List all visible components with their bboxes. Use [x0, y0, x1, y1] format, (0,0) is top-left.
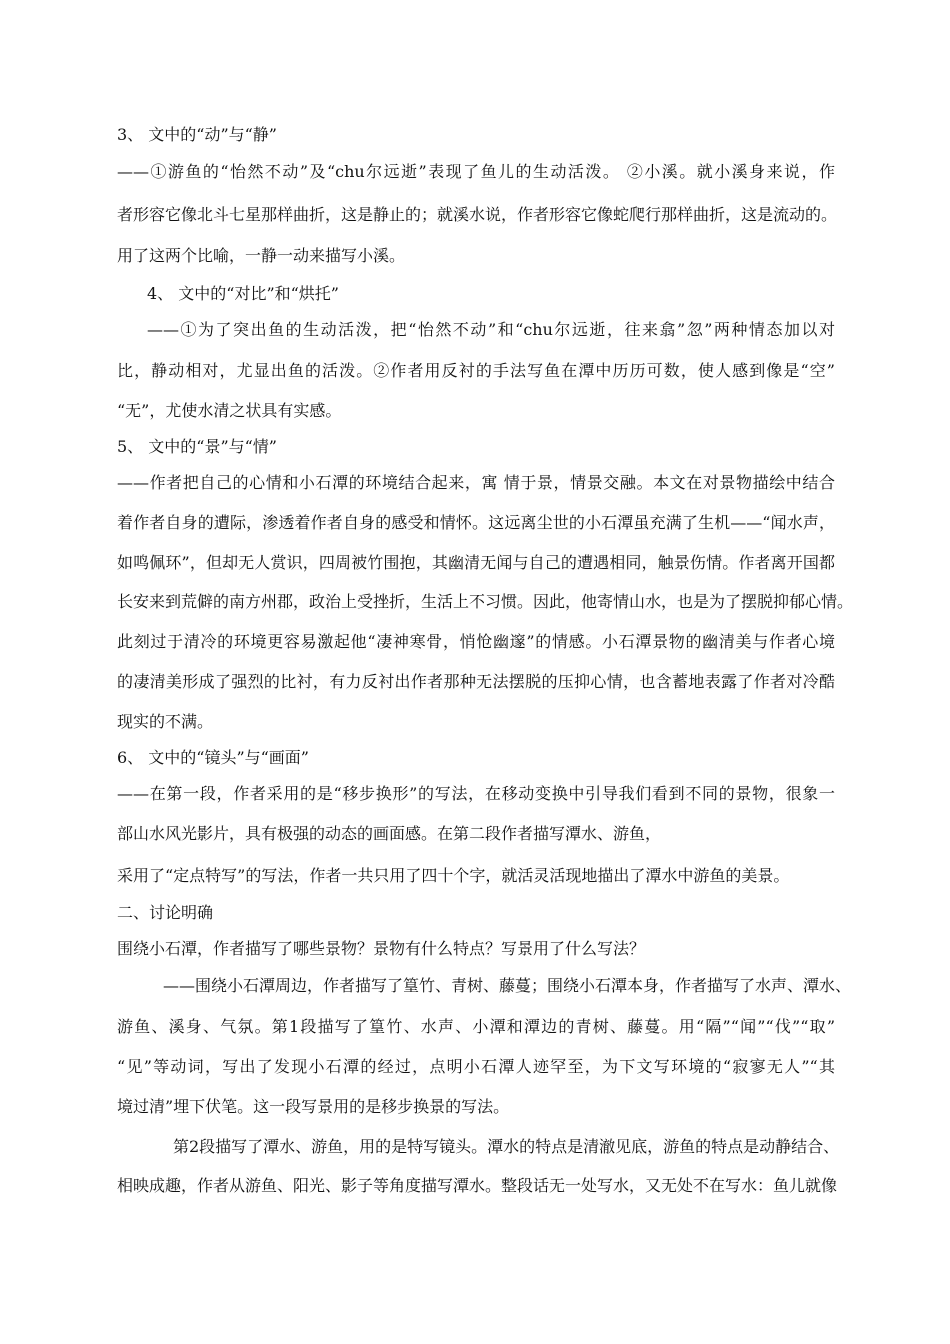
heading-3: 3、 文中的“动”与“静”: [117, 125, 277, 144]
question-line: 围绕小石潭，作者描写了哪些景物？景物有什么特点？写景用了什么写法？: [117, 939, 646, 958]
paragraph-line: 比，静动相对，尤显出鱼的活泼。②作者用反衬的手法写鱼在潭中历历可数，使人感到像是“空”: [117, 361, 835, 380]
paragraph-line: 第2段描写了潭水、游鱼，用的是特写镜头。潭水的特点是清澈见底，游鱼的特点是动静结合、: [173, 1137, 840, 1156]
paragraph-line: 长安来到荒僻的南方州郡，政治上受挫折，生活上不习惯。因此，他寄情山水，也是为了摆脱抑郁心情。: [117, 592, 854, 611]
paragraph-line: ——在第一段，作者采用的是“移步换形”的写法，在移动变换中引导我们看到不同的景物，很象一: [117, 784, 835, 803]
paragraph-line: 如鸣佩环”，但却无人赏识，四周被竹围抱，其幽清无闻与自己的遭遇相同，触景伤情。作者离开国都: [117, 553, 835, 572]
paragraph-line: 的凄清美形成了强烈的比衬，有力反衬出作者那种无法摆脱的压抑心情，也含蓄地表露了作者对冷酷: [117, 672, 835, 691]
paragraph-line: 采用了“定点特写”的写法，作者一共只用了四十个字，就活灵活现地描出了潭水中游鱼的美景。: [117, 866, 790, 885]
paragraph-line: “见”等动词，写出了发现小石潭的经过，点明小石潭人迹罕至，为下文写环境的“寂寥无人”“其: [117, 1057, 835, 1076]
paragraph-line: 用了这两个比喻，一静一动来描写小溪。: [117, 246, 406, 265]
paragraph-line: 境过清”埋下伏笔。这一段写景用的是移步换景的写法。: [117, 1097, 510, 1116]
paragraph-line: 游鱼、溪身、气氛。第1段描写了篁竹、水声、小潭和潭边的青树、藤蔓。用“隔”“闻”“伐”“取”: [117, 1017, 835, 1036]
paragraph-line: 着作者自身的遭际，渗透着作者自身的感受和情怀。这远离尘世的小石潭虽充满了生机——“闻水声，: [117, 513, 835, 532]
heading-6: 6、 文中的“镜头”与“画面”: [117, 748, 309, 767]
paragraph-line: ——围绕小石潭周边，作者描写了篁竹、青树、藤蔓；围绕小石潭本身，作者描写了水声、潭水、: [163, 976, 852, 995]
section-heading: 二、讨论明确: [117, 903, 214, 922]
paragraph-line: ——①游鱼的“怡然不动”及“chu尔远逝”表现了鱼儿的生动活泼。 ②小溪。就小溪身来说，作: [117, 162, 835, 181]
heading-5: 5、 文中的“景”与“情”: [117, 437, 277, 456]
paragraph-line: 现实的不满。: [117, 712, 214, 731]
paragraph-line: 相映成趣，作者从游鱼、阳光、影子等角度描写潭水。整段话无一处写水，又无处不在写水：鱼儿就像: [117, 1176, 838, 1195]
paragraph-line: 部山水风光影片，具有极强的动态的画面感。在第二段作者描写潭水、游鱼，: [117, 824, 662, 843]
heading-4: 4、 文中的“对比”和“烘托”: [147, 284, 339, 303]
paragraph-line: “无”，尤使水清之状具有实感。: [117, 401, 342, 420]
paragraph-line: 此刻过于清冷的环境更容易激起他“凄神寒骨，悄怆幽邃”的情感。小石潭景物的幽清美与作者心境: [117, 632, 835, 651]
paragraph-line: ——作者把自己的心情和小石潭的环境结合起来，寓 情于景，情景交融。本文在对景物描绘中结合: [117, 473, 835, 492]
paragraph-line: ——①为了突出鱼的生动活泼，把“怡然不动”和“chu尔远逝，往来翕”忽”两种情态加以对: [147, 320, 835, 339]
paragraph-line: 者形容它像北斗七星那样曲折，这是静止的；就溪水说，作者形容它像蛇爬行那样曲折，这是流动的。: [117, 205, 838, 224]
